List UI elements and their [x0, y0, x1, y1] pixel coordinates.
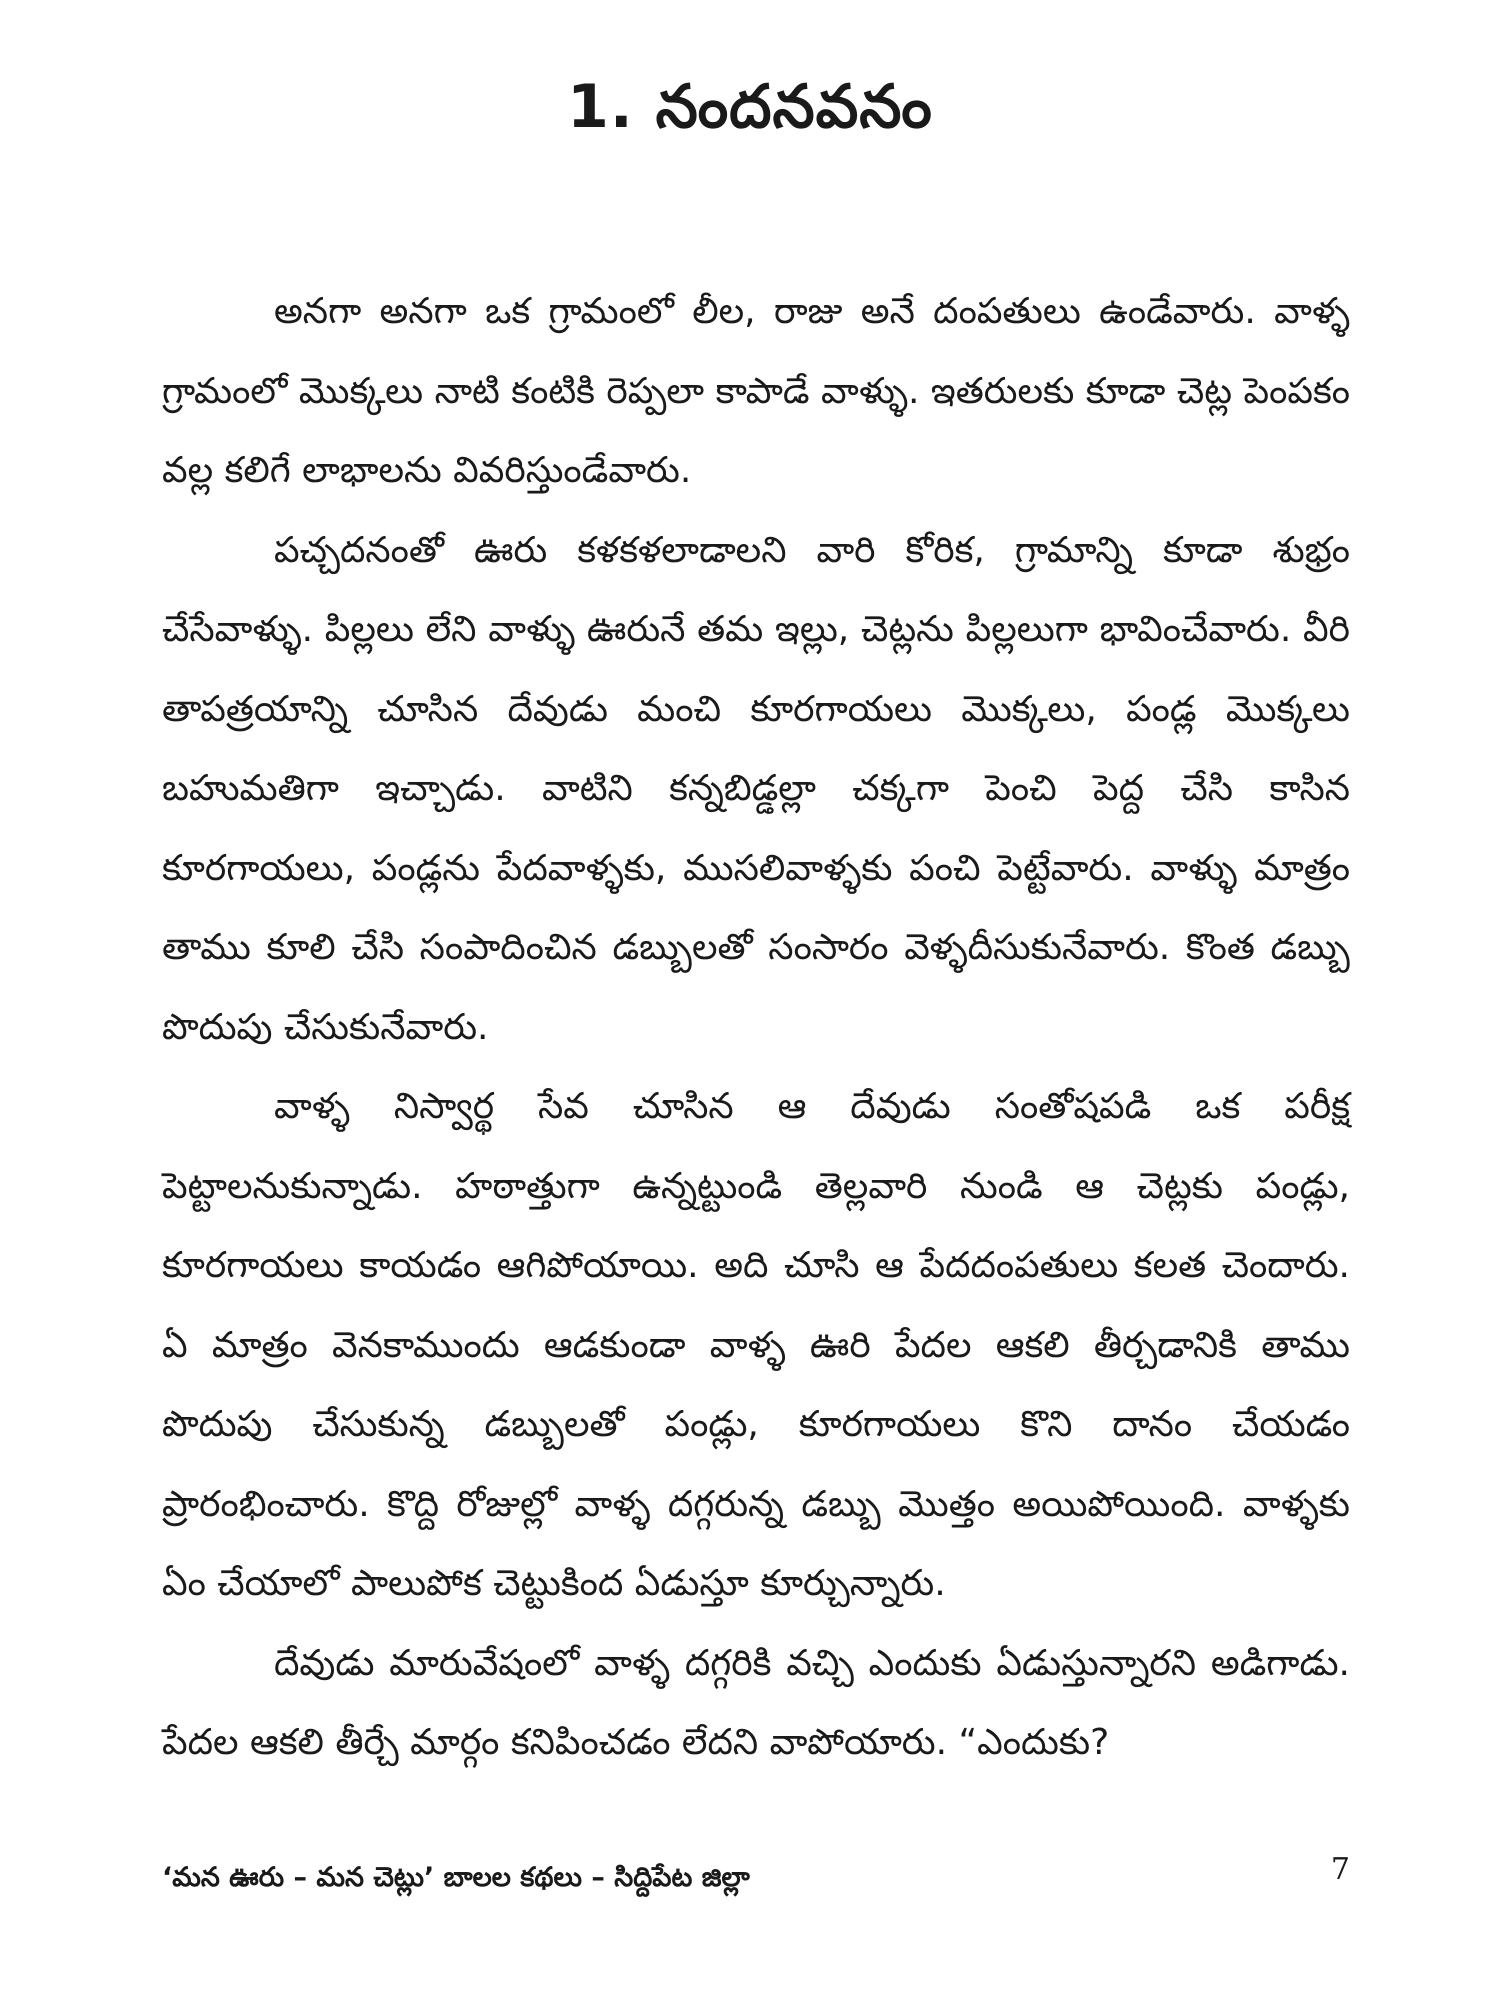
page-number: 7 [1330, 1852, 1350, 1887]
paragraph-3: వాళ్ళ నిస్వార్థ సేవ చూసిన ఆ దేవుడు సంతోషపడి ఒక పరీక్ష పెట్టాలనుకున్నాడు. హఠాత్తుగా ఉన్నట్టుండి తెల్లవారి నుండి ఆ చెట్లకు పండ్లు, కూరగాయలు కాయడం ఆగిపోయాయి. అది చూసి ఆ పేదదంపతులు కలత చెందారు. ఏ మాత్రం వెనకాముందు ఆడకుండా వాళ్ళ ఊరి పేదల ఆకలి తీర్చడానికి తాము పొదుపు చేసుకున్న డబ్బులతో పండ్లు, కూరగాయలు కొని దానం చేయడం ప్రారంభించారు. కొద్ది రోజుల్లో వాళ్ళ దగ్గరున్న డబ్బు మొత్తం అయిపోయింది. వాళ్ళకు ఏం చేయాలో పాలుపోక చెట్టుకింద ఏడుస్తూ కూర్చున్నారు. [162, 1086, 1350, 1604]
footer-caption: ‘మన ఊరు – మన చెట్లు’ బాలల కథలు – సిద్దిపేట జిల్లా [162, 1862, 750, 1893]
paragraph-2: పచ్చదనంతో ఊరు కళకళలాడాలని వారి కోరిక, గ్రామాన్ని కూడా శుభ్రం చేసేవాళ్ళు. పిల్లలు లేని వాళ్ళు ఊరునే తమ ఇల్లు, చెట్లను పిల్లలుగా భావించేవారు. వీరి తాపత్రయాన్ని చూసిన దేవుడు మంచి కూరగాయలు మొక్కలు, పండ్ల మొక్కలు బహుమతిగా ఇచ్చాడు. వాటిని కన్నబిడ్డల్లా చక్కగా పెంచి పెద్ద చేసి కాసిన కూరగాయలు, పండ్లను పేదవాళ్ళకు, ముసలివాళ్ళకు పంచి పెట్టేవారు. వాళ్ళు మాత్రం తాము కూలి చేసి సంపాదించిన డబ్బులతో సంసారం వెళ్ళదీసుకునేవారు. కొంత డబ్బు పొదుపు చేసుకునేవారు. [162, 529, 1350, 1048]
paragraph-4: దేవుడు మారువేషంలో వాళ్ళ దగ్గరికి వచ్చి ఎందుకు ఏడుస్తున్నారని అడిగాడు. పేదల ఆకలి తీర్చే మార్గం కనిపించడం లేదని వాపోయారు. “ఎందుకు? [162, 1642, 1350, 1763]
page-title: 1. నందనవనం [567, 72, 933, 142]
paragraph-1: అనగా అనగా ఒక గ్రామంలో లీల, రాజు అనే దంపతులు ఉండేవారు. వాళ్ళ గ్రామంలో మొక్కలు నాటి కంటికి రెప్పలా కాపాడే వాళ్ళు. ఇతరులకు కూడా చెట్ల పెంపకం వల్ల కలిగే లాభాలను వివరిస్తుండేవారు. [162, 291, 1350, 491]
story-body [162, 272, 1350, 1783]
